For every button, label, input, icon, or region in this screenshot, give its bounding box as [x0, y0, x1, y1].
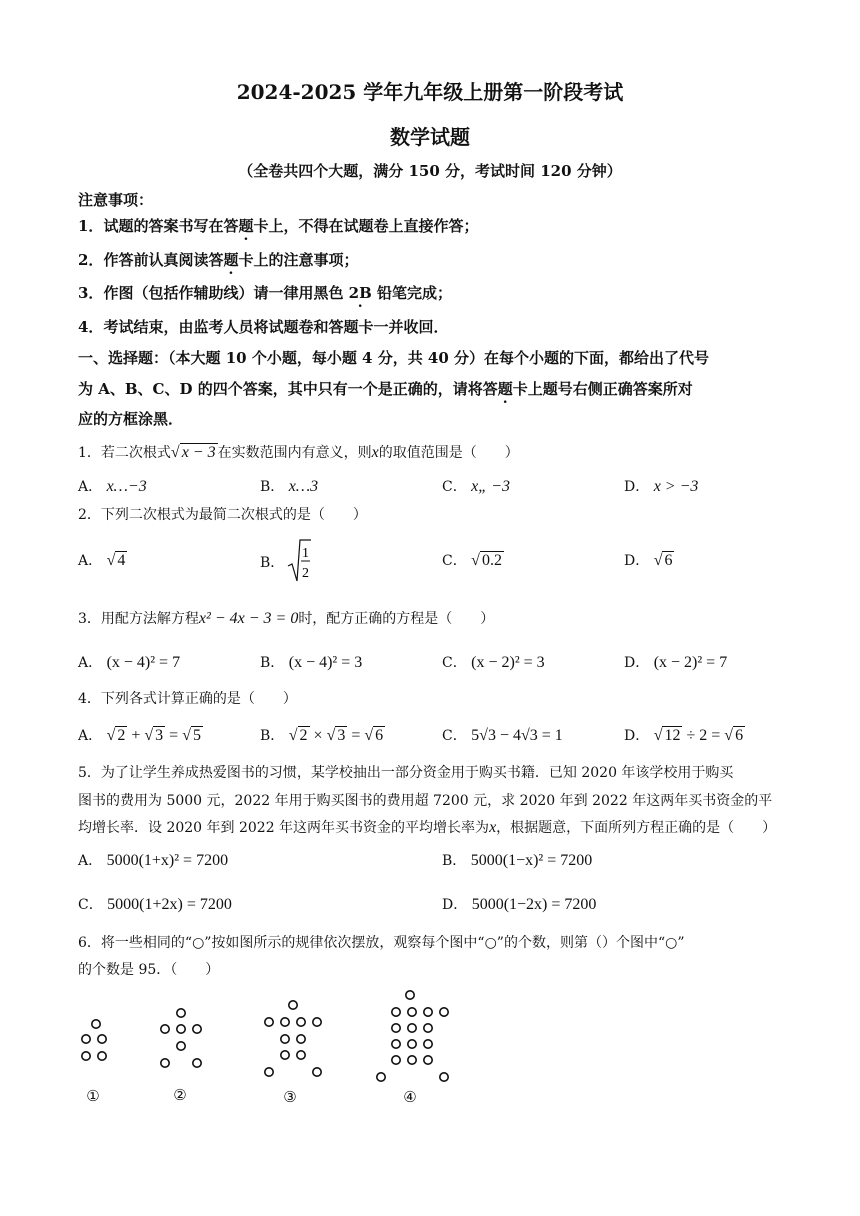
- figure-label-3: ③: [283, 1088, 297, 1106]
- emphasis-answer-card: 答题卡: [482, 380, 528, 398]
- pattern-circle: [92, 1020, 100, 1028]
- pattern-circle: [297, 1018, 305, 1026]
- question-2: 2．下列二次根式为最简二次根式的是（ ）: [78, 507, 367, 523]
- question-3: 3．用配方法解方程x² − 4x − 3 = 0时，配方正确的方程是（ ）: [78, 610, 495, 627]
- pattern-circle: [98, 1035, 106, 1043]
- pattern-circle: [193, 1025, 201, 1033]
- pattern-circle: [297, 1051, 305, 1059]
- q2-option-b: B． 1 2: [260, 538, 284, 558]
- question-5-line2: 图书的费用为 5000 元，2022 年用于购买图书的费用超 7200 元，求 2020 年到 2022 年这两年买书资金的平: [78, 793, 773, 809]
- pattern-circle: [424, 1040, 432, 1048]
- q3-option-b: B． (x − 4)² = 3: [260, 654, 363, 671]
- pattern-circle: [297, 1035, 305, 1043]
- section1-line2: 为 A、B、C、D 的四个答案，其中只有一个是正确的，请将答题卡上题号右侧正确答案所对: [78, 380, 693, 398]
- section1-line1: 一、选择题：（本大题 10 个小题，每小题 4 分，共 40 分）在每个小题的下面，都给出了代号: [78, 349, 710, 367]
- q5-option-d: D． 5000(1−2x) = 7200: [442, 896, 597, 913]
- sqrt-fraction-half: [286, 538, 312, 584]
- pattern-circle: [377, 1073, 385, 1081]
- pattern-circle: [193, 1059, 201, 1067]
- question-1: 1．若二次根式√ x − 3 在实数范围内有意义，则x的取值范围是（ ）: [78, 444, 519, 461]
- pattern-circle: [424, 1008, 432, 1016]
- q3-option-d: D． (x − 2)² = 7: [624, 654, 728, 671]
- pattern-svg: [0, 980, 860, 1120]
- pattern-circle: [281, 1035, 289, 1043]
- pattern-circle: [161, 1059, 169, 1067]
- pattern-circle: [392, 1040, 400, 1048]
- emphasis-answer-card: 答题卡: [208, 251, 254, 269]
- pattern-circle: [177, 1009, 185, 1017]
- pattern-circle: [408, 1008, 416, 1016]
- svg-text:2: 2: [302, 566, 309, 581]
- figure-label-4: ④: [403, 1088, 417, 1106]
- pattern-circle: [424, 1056, 432, 1064]
- pattern-circle: [408, 1040, 416, 1048]
- notes-heading: 注意事项：: [78, 191, 154, 209]
- pattern-circle: [408, 1024, 416, 1032]
- note-item: 2．作答前认真阅读答题卡上的注意事项；: [78, 251, 359, 269]
- pattern-circle: [281, 1018, 289, 1026]
- q5-option-b: B． 5000(1−x)² = 7200: [442, 852, 593, 869]
- pattern-circle: [265, 1018, 273, 1026]
- figure-label-2: ②: [173, 1086, 187, 1104]
- q2-option-a: A． √ 4: [78, 552, 126, 569]
- pattern-circle: [392, 1008, 400, 1016]
- pattern-circle: [82, 1052, 90, 1060]
- emphasis-answer-card: 答题卡: [223, 217, 269, 235]
- pattern-circle: [161, 1025, 169, 1033]
- pattern-circle: [440, 1008, 448, 1016]
- q4-option-b: B． √ 2 × √ 3 = √ 6: [260, 727, 384, 744]
- q1-option-a: A． x…−3: [78, 478, 147, 495]
- q3-option-c: C． (x − 2)² = 3: [442, 654, 545, 671]
- q1-option-d: D． x > −3: [624, 478, 699, 495]
- q2-option-d: D． √ 6: [624, 552, 673, 569]
- exam-info: （全卷共四个大题，满分 150 分，考试时间 120 分钟）: [238, 162, 622, 180]
- pattern-circle: [424, 1024, 432, 1032]
- q3-option-a: A． (x − 4)² = 7: [78, 654, 181, 671]
- question-5-line3: 均增长率．设 2020 年到 2022 年这两年买书资金的平均增长率为x，根据题意，下面所列方程正确的是（ ）: [78, 819, 777, 836]
- emphasis-2b: 2B .: [349, 284, 372, 302]
- sqrt-x-minus-3: √ x − 3: [170, 444, 216, 461]
- pattern-circle: [392, 1056, 400, 1064]
- pattern-circle: [440, 1073, 448, 1081]
- question-5-line1: 5．为了让学生养成热爱图书的习惯，某学校抽出一部分资金用于购买书籍．已知 2020 年该学校用于购买: [78, 765, 734, 781]
- figure-label-1: ①: [86, 1087, 100, 1105]
- pattern-circle: [313, 1068, 321, 1076]
- note-item: 1．试题的答案书写在答题卡上，不得在试题卷上直接作答；: [78, 217, 479, 235]
- question-4: 4．下列各式计算正确的是（ ）: [78, 691, 297, 707]
- pattern-circle: [406, 991, 414, 999]
- pattern-circle: [392, 1024, 400, 1032]
- circle-pattern-figure: [0, 980, 860, 1120]
- pattern-circle: [313, 1018, 321, 1026]
- exam-subtitle: 数学试题: [390, 125, 470, 149]
- pattern-circle: [177, 1025, 185, 1033]
- svg-text:1: 1: [302, 546, 309, 561]
- note-item: 4．考试结束，由监考人员将试题卷和答题卡一并收回．: [78, 318, 449, 336]
- pattern-circle: [82, 1035, 90, 1043]
- pattern-circle: [281, 1051, 289, 1059]
- q2-option-c: C． √ 0.2: [442, 552, 502, 569]
- note-item: 3．作图（包括作辅助线）请一律用黑色 2B . 铅笔完成；: [78, 282, 452, 303]
- pattern-circle: [98, 1052, 106, 1060]
- q4-option-c: C． 5√3 − 4√3 = 1: [442, 727, 563, 744]
- q4-option-a: A． √ 2 + √ 3 = √ 5: [78, 727, 201, 744]
- q5-option-a: A． 5000(1+x)² = 7200: [78, 852, 229, 869]
- q1-option-c: C． x„ −3: [442, 478, 510, 495]
- q4-option-d: D． √ 12 ÷ 2 = √ 6: [624, 727, 744, 744]
- q1-option-b: B． x…3: [260, 478, 319, 495]
- pattern-circle: [265, 1068, 273, 1076]
- exam-title: 2024-2025 学年九年级上册第一阶段考试: [236, 80, 624, 104]
- question-6-line2: 的个数是 95．（ ）: [78, 962, 220, 978]
- pattern-circle: [408, 1056, 416, 1064]
- section1-line3: 应的方框涂黑．: [78, 410, 184, 428]
- q5-option-c: C． 5000(1+2x) = 7200: [78, 896, 232, 913]
- pattern-circle: [177, 1042, 185, 1050]
- question-6-line1: 6．将一些相同的“○”按如图所示的规律依次摆放，观察每个图中“○”的个数，则第（）个图中“○”: [78, 935, 685, 951]
- pattern-circle: [289, 1001, 297, 1009]
